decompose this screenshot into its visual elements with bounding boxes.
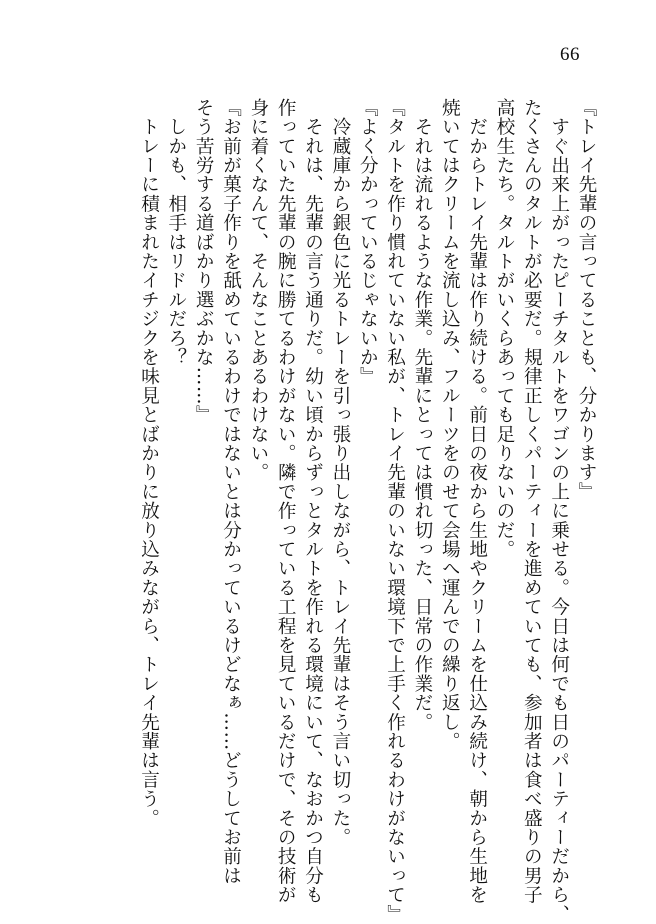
body-text — [135, 98, 600, 924]
text-line: 『タルトを作り慣れていない私が、トレイ先輩のいない環境下で上手く作れるわけがないって』 — [384, 98, 406, 924]
page-number: 66 — [560, 44, 580, 65]
text-line: 『トレイ先輩の言ってることも、分かります』 — [576, 98, 597, 502]
text-line: 『よく分かっているじゃないか』 — [357, 98, 379, 386]
text-line: たくさんのタルトが必要だ。規律正しくパーティーを進めていても、参加者は食べ盛りの男子 — [521, 98, 543, 905]
text-line: 高校生たち。タルトがいくらあっても足りないのだ。 — [493, 98, 515, 559]
text-line: 冷蔵庫から銀色に光るトレーを引っ張り出しながら、トレイ先輩はそう言い切った。 — [329, 98, 351, 847]
text-line: しかも、相手はリドルだろ？ — [165, 98, 187, 367]
text-line: 『お前が菓子作りを舐めているわけではないとは分かっているけどなぁ……どうしてお前は — [220, 98, 242, 886]
text-line: すぐ出来上がったピーチタルトをワゴンの上に乗せる。今日は何でも日のパーティーだから、 — [548, 98, 570, 924]
text-line: そう苦労する道ばかり選ぶかな……』 — [193, 98, 215, 425]
text-line: トレーに積まれたイチジクを味見とばかりに放り込みながら、トレイ先輩は言う。 — [138, 98, 160, 828]
text-line: それは、先輩の言う通りだ。幼い頃からずっとタルトを作れる環境にいて、なおかつ自分も — [302, 98, 324, 905]
text-line: 身に着くなんて、そんなことあるわけない。 — [247, 98, 269, 482]
text-line: それは流れるような作業。先輩にとっては慣れ切った、日常の作業だ。 — [411, 98, 433, 732]
text-line: 作っていた先輩の腕に勝てるわけがない。隣で作っている工程を見ているだけで、その技術が — [275, 98, 297, 905]
text-line: 焼いてはクリームを流し込み、フルーツをのせて会場へ運んでの繰り返し。 — [439, 98, 461, 751]
text-line: だからトレイ先輩は作り続ける。前日の夜から生地やクリームを仕込み続け、朝から生地を — [466, 98, 488, 905]
